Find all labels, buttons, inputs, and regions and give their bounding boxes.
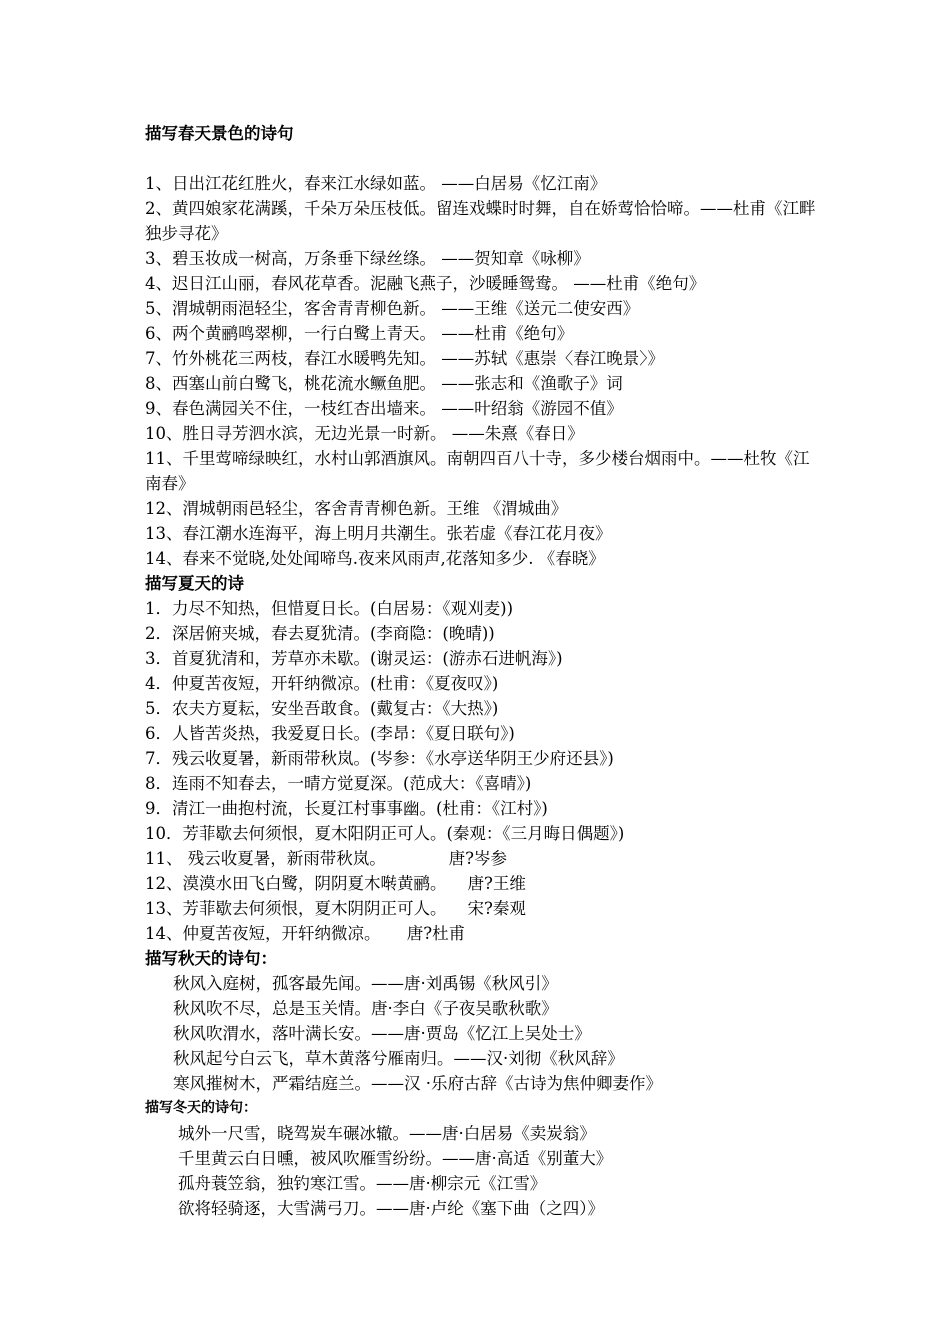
spring-line: 11、千里莺啼绿映红，水村山郭酒旗风。南朝四百八十寺，多少楼台烟雨中。——杜牧《江南春》 bbox=[145, 449, 810, 493]
summer-poem-list bbox=[145, 596, 825, 946]
spring-line: 6、两个黄鹂鸣翠柳，一行白鹭上青天。 ——杜甫《绝句》 bbox=[145, 324, 574, 343]
spring-line: 12、渭城朝雨邑轻尘，客舍青青柳色新。王维 《渭城曲》 bbox=[145, 499, 568, 518]
summer-line: 6．人皆苦炎热，我爱夏日长。(李昂：《夏日联句》) bbox=[145, 724, 515, 743]
autumn-line: 寒风摧树木，严霜结庭兰。——汉 ·乐府古辞《古诗为焦仲卿妻作》 bbox=[173, 1074, 662, 1093]
autumn-line: 秋风入庭树，孤客最先闻。——唐·刘禹锡《秋风引》 bbox=[173, 974, 558, 993]
spring-line: 8、西塞山前白鹭飞，桃花流水鳜鱼肥。 ——张志和《渔歌子》词 bbox=[145, 374, 623, 393]
autumn-heading: 描写秋天的诗句： bbox=[145, 949, 277, 968]
summer-line: 1．力尽不知热，但惜夏日长。(白居易：《观刈麦)) bbox=[145, 599, 514, 618]
summer-line: 9．清江一曲抱村流，长夏江村事事幽。(杜甫：《江村》) bbox=[145, 799, 548, 818]
summer-line: 14、仲夏苦夜短，开轩纳微凉。 唐?杜甫 bbox=[145, 924, 466, 943]
summer-line: 11、 残云收夏暑，新雨带秋岚。 唐?岑参 bbox=[145, 849, 508, 868]
autumn-line: 秋风吹渭水，落叶满长安。——唐·贾岛《忆江上吴处士》 bbox=[173, 1024, 591, 1043]
summer-line: 2．深居俯夹城，春去夏犹清。(李商隐：(晚晴)) bbox=[145, 624, 495, 643]
summer-line: 13、芳菲歇去何须恨，夏木阴阴正可人。 宋?秦观 bbox=[145, 899, 526, 918]
winter-heading: 描写冬天的诗句： bbox=[145, 1100, 257, 1116]
spring-line: 2、黄四娘家花满蹊，千朵万朵压枝低。留连戏蝶时时舞，自在娇莺恰恰啼。——杜甫《江畔独步寻花》 bbox=[145, 199, 816, 243]
spring-line: 9、春色满园关不住，一枝红杏出墙来。 ——叶绍翁《游园不值》 bbox=[145, 399, 623, 418]
summer-line: 4．仲夏苦夜短，开轩纳微凉。(杜甫：《夏夜叹》) bbox=[145, 674, 499, 693]
spring-line: 13、春江潮水连海平，海上明月共潮生。张若虚《春江花月夜》 bbox=[145, 524, 612, 543]
spring-line: 10、胜日寻芳泗水滨，无边光景一时新。 ——朱熹《春日》 bbox=[145, 424, 584, 443]
spring-line: 5、渭城朝雨浥轻尘，客舍青青柳色新。 ——王维《送元二使安西》 bbox=[145, 299, 640, 318]
spring-line: 7、竹外桃花三两枝，春江水暖鸭先知。 ——苏轼《惠崇〈春江晚景〉》 bbox=[145, 349, 664, 368]
winter-line: 城外一尺雪，晓驾炭车碾冰辙。——唐·白居易《卖炭翁》 bbox=[178, 1124, 596, 1143]
autumn-line: 秋风吹不尽，总是玉关情。唐·李白《子夜吴歌秋歌》 bbox=[173, 999, 558, 1018]
spacer bbox=[145, 146, 825, 171]
summer-line: 3．首夏犹清和，芳草亦未歇。(谢灵运：(游赤石进帆海》) bbox=[145, 649, 563, 668]
spring-line: 14、春来不觉晓,处处闻啼鸟.夜来风雨声,花落知多少. 《春晓》 bbox=[145, 549, 605, 568]
summer-line: 7．残云收夏暑，新雨带秋岚。(岑参：《水亭送华阴王少府还县》) bbox=[145, 749, 614, 768]
autumn-line: 秋风起兮白云飞，草木黄落兮雁南归。——汉·刘彻《秋风辞》 bbox=[173, 1049, 624, 1068]
spring-line: 1、日出江花红胜火，春来江水绿如蓝。 ——白居易《忆江南》 bbox=[145, 174, 607, 193]
spring-line: 4、迟日江山丽，春风花草香。泥融飞燕子，沙暖睡鸳鸯。 ——杜甫《绝句》 bbox=[145, 274, 706, 293]
summer-line: 8．连雨不知春去，一晴方觉夏深。(范成大：《喜晴》) bbox=[145, 774, 532, 793]
summer-line: 5．农夫方夏耘，安坐吾敢食。(戴复古：《大热》) bbox=[145, 699, 499, 718]
winter-line: 千里黄云白日曛，被风吹雁雪纷纷。——唐·高适《别董大》 bbox=[178, 1149, 613, 1168]
winter-line: 欲将轻骑逐，大雪满弓刀。——唐·卢纶《塞下曲（之四）》 bbox=[178, 1199, 604, 1218]
spring-heading: 描写春天景色的诗句 bbox=[145, 124, 294, 143]
summer-line: 12、漠漠水田飞白鹭，阴阴夏木啭黄鹂。 唐?王维 bbox=[145, 874, 526, 893]
winter-line: 孤舟蓑笠翁，独钓寒江雪。——唐·柳宗元《江雪》 bbox=[178, 1174, 547, 1193]
spring-poem-list bbox=[145, 171, 825, 571]
summer-line: 10．芳菲歇去何须恨，夏木阳阴正可人。(秦观：《三月晦日偶题》) bbox=[145, 824, 625, 843]
document-page bbox=[145, 121, 825, 1221]
summer-heading: 描写夏天的诗 bbox=[145, 574, 244, 593]
winter-poem-list bbox=[145, 1121, 825, 1221]
autumn-poem-list bbox=[145, 971, 825, 1096]
spring-line: 3、碧玉妆成一树高，万条垂下绿丝绦。 ——贺知章《咏柳》 bbox=[145, 249, 590, 268]
